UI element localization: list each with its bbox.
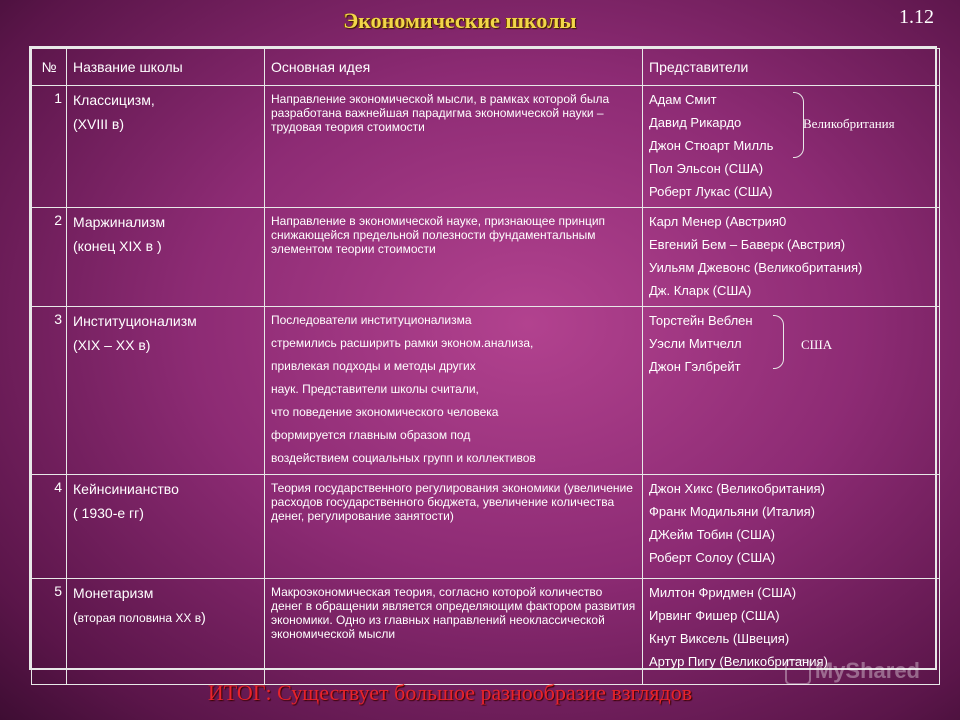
table-row [32, 475, 940, 579]
representative: Евгений Бем – Баверк (Австрия) [649, 237, 846, 252]
idea-line: формируется главным образом под [271, 428, 471, 442]
representative: Пол Эльсон (США) [649, 161, 764, 176]
slide-title: Экономические школы [343, 8, 577, 33]
period-text: вторая половина XX в [77, 611, 202, 625]
school-name: Маржинализм [73, 214, 166, 230]
header-number: № [32, 49, 67, 86]
row-number: 1 [32, 86, 67, 208]
row-number: 5 [32, 579, 67, 685]
representative: Джон Хикс (Великобритания) [649, 481, 825, 496]
group-label: США [801, 337, 833, 352]
idea-line: стремились расширить рамки эконом.анализа, [271, 336, 534, 350]
row-number: 3 [32, 307, 67, 475]
representatives-cell [643, 475, 940, 579]
representative: Кнут Виксель (Швеция) [649, 631, 790, 646]
header-school-name: Название школы [67, 49, 265, 86]
row-number: 4 [32, 475, 67, 579]
schools-table-container [29, 46, 937, 670]
school-period: (XIX – XX в) [73, 337, 151, 353]
main-idea-cell: Макроэкономическая теория, согласно которой количество денег в обращении является определяющим фактором развития экономики. Одно из главных направлений неоклассической экономической мысли [265, 579, 643, 685]
idea-line: наук. Представители школы считали, [271, 382, 479, 396]
representative: Милтон Фридмен (США) [649, 585, 797, 600]
school-period: (конец XIX в ) [73, 238, 162, 254]
watermark-text: MyShared [814, 658, 920, 683]
table-row [32, 307, 940, 475]
period-close: ) [201, 609, 206, 625]
representative: Уэсли Митчелл [649, 336, 742, 351]
group-brace [773, 315, 784, 369]
school-name-cell [67, 86, 265, 208]
row-number: 2 [32, 208, 67, 307]
representatives-cell [643, 307, 940, 475]
schools-table [31, 48, 940, 685]
representative: Адам Смит [649, 92, 717, 107]
idea-line: воздействием социальных групп и коллективов [271, 451, 536, 465]
representatives-cell [643, 86, 940, 208]
school-name-cell [67, 208, 265, 307]
main-idea-cell: Направление в экономической науке, признающее принцип снижающейся предельной полезности фундаментальным элементом теории стоимости [265, 208, 643, 307]
representative: Роберт Лукас (США) [649, 184, 773, 199]
school-name: Классицизм, [73, 92, 155, 108]
representative: Торстейн Веблен [649, 313, 753, 328]
main-idea-cell: Направление экономической мысли, в рамках которой была разработана важнейшая парадигма экономической науки – трудовая теория стоимости [265, 86, 643, 208]
representative: Роберт Солоу (США) [649, 550, 776, 565]
representative: Джон Гэлбрейт [649, 359, 741, 374]
slide-number: 1.12 [899, 6, 934, 28]
representative: Джон Стюарт Милль [649, 138, 774, 153]
header-representatives: Представители [643, 49, 940, 86]
representative: ДЖейм Тобин (США) [649, 527, 775, 542]
representative: Уильям Джевонс (Великобритания) [649, 260, 863, 275]
idea-line: Последователи институционализма [271, 313, 472, 327]
table-row [32, 208, 940, 307]
school-period [73, 605, 258, 630]
school-name-cell [67, 307, 265, 475]
representative: Артур Пигу (Великобритания) [649, 654, 828, 669]
representative: Давид Рикардо [649, 115, 742, 130]
school-name-cell [67, 475, 265, 579]
representatives-cell [643, 208, 940, 307]
main-idea-cell: Теория государственного регулирования экономики (увеличение расходов государственного бюджета, увеличение количества денег, регулирование занятости) [265, 475, 643, 579]
idea-line: что поведение экономического человека [271, 405, 499, 419]
header-main-idea: Основная идея [265, 49, 643, 86]
period-open: ( [73, 609, 78, 625]
main-idea-cell [265, 307, 643, 475]
representative: Карл Менер (Австрия0 [649, 214, 787, 229]
representative: Ирвинг Фишер (США) [649, 608, 780, 623]
school-name: Кейнсинианство [73, 481, 179, 497]
representative: Дж. Кларк (США) [649, 283, 752, 298]
school-name-cell [67, 579, 265, 685]
representative: Франк Модильяни (Италия) [649, 504, 815, 519]
group-label: Великобритания [803, 116, 895, 131]
table-header-row [32, 49, 940, 86]
table-row [32, 86, 940, 208]
conclusion-text: ИТОГ: Существует большое разнообразие взглядов [207, 680, 693, 705]
school-period: (XVIII в) [73, 116, 124, 132]
school-period: ( 1930-е гг) [73, 505, 144, 521]
school-name: Институционализм [73, 313, 197, 329]
school-name: Монетаризм [73, 585, 154, 601]
idea-line: привлекая подходы и методы других [271, 359, 476, 373]
